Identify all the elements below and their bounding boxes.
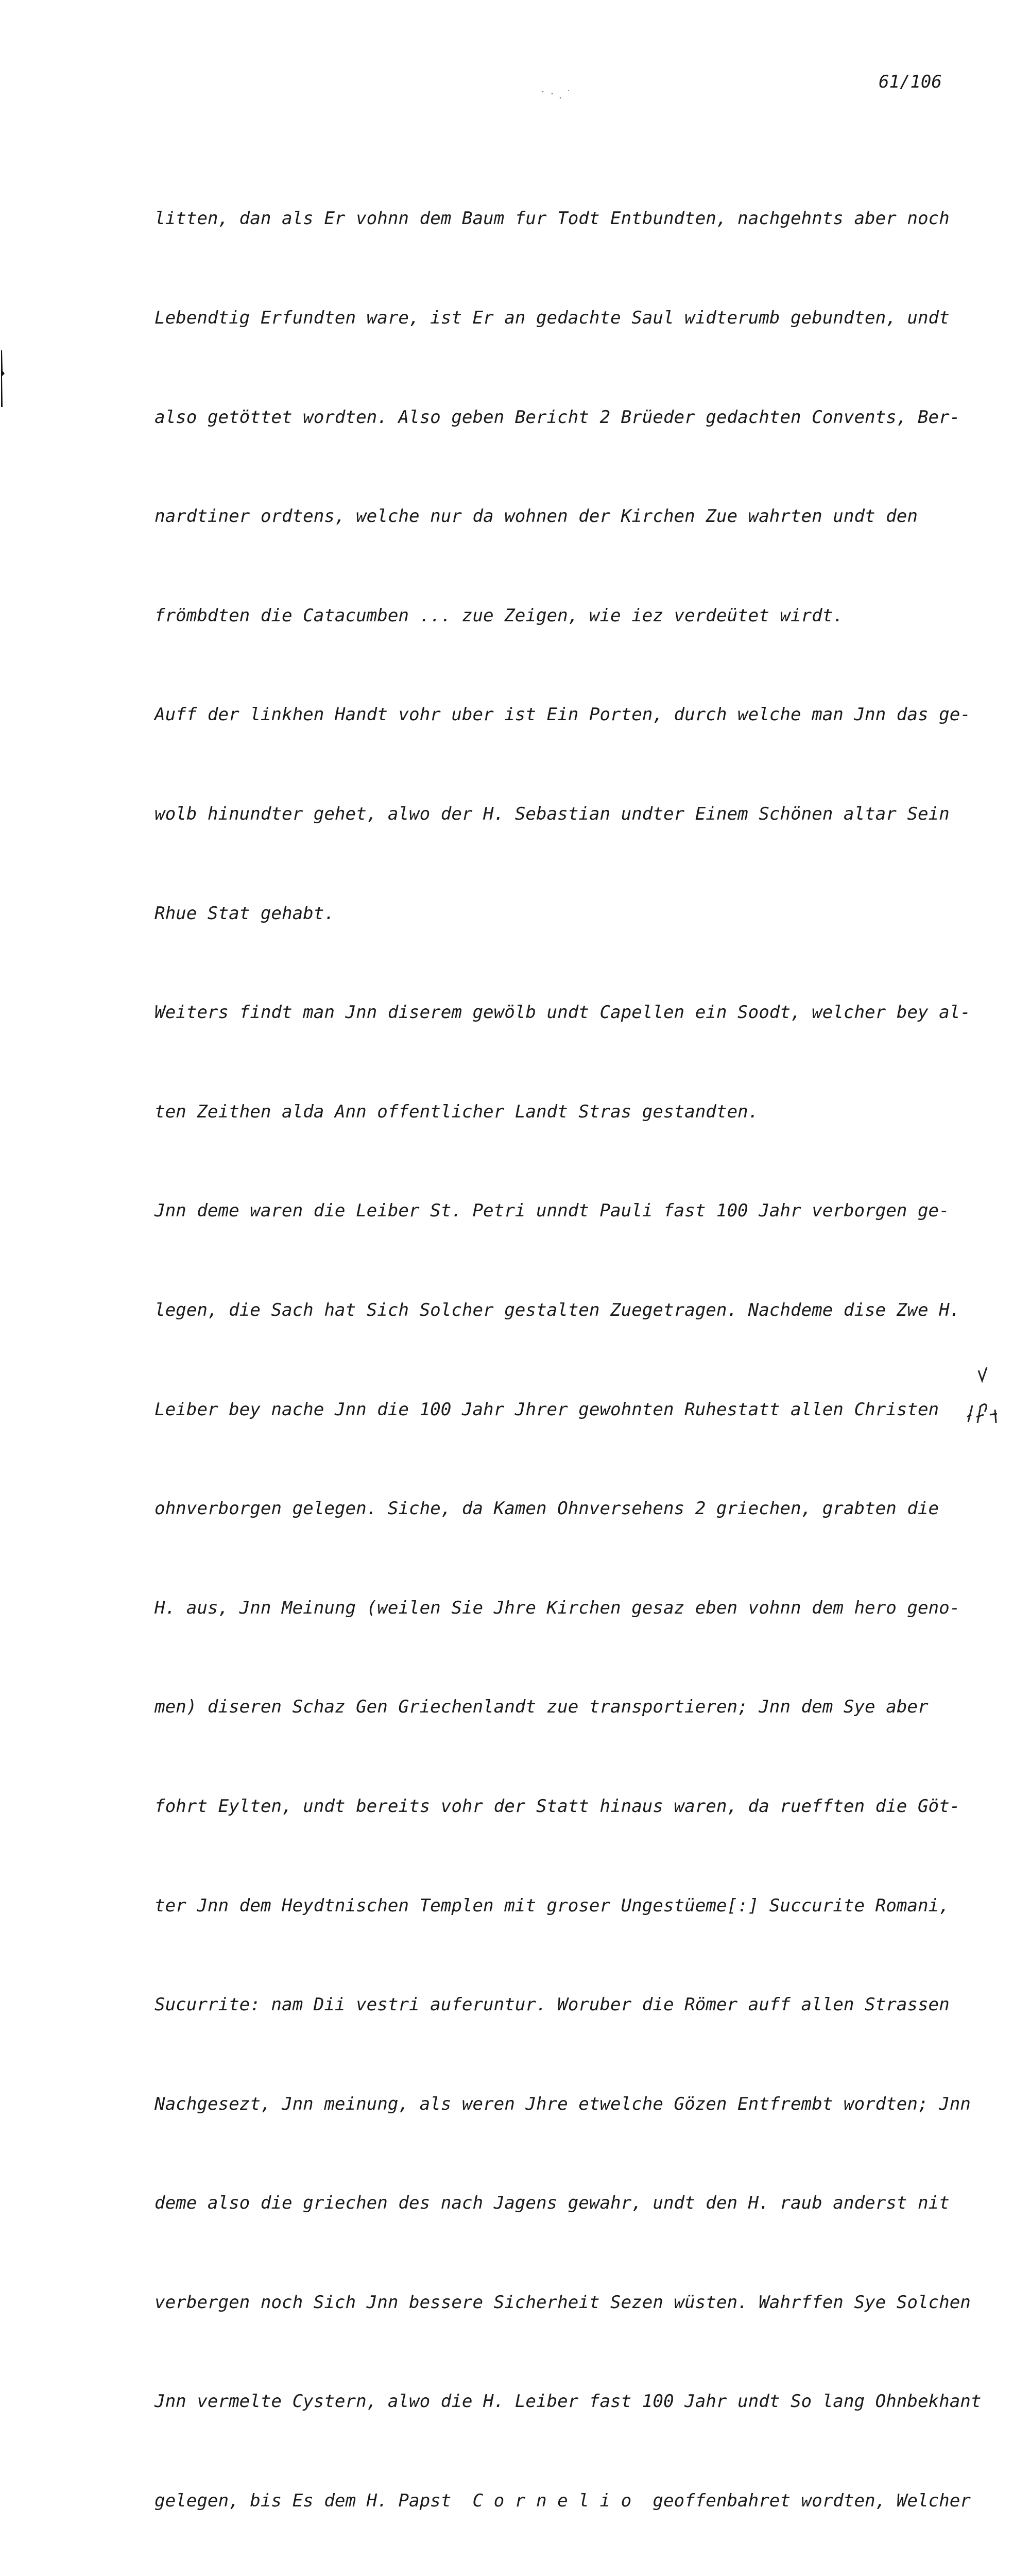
text-line: verbergen noch Sich Jnn bessere Sicherheit Sezen wüsten. Wahrffen Sye Solchen [154,2292,971,2313]
text-line: men) diseren Schaz Gen Griechenlandt zue transportieren; Jnn dem Sye aber [154,1697,929,1718]
text-line: Jnn vermelte Cystern, alwo die H. Leiber fast 100 Jahr undt So lang Ohnbekhant [154,2391,982,2412]
text-line: ten Zeithen alda Ann offentlicher Landt Stras gestandten. [154,1101,759,1122]
text-line: Nachgesezt, Jnn meinung, als weren Jhre etwelche Gözen Entfrembt wordten; Jnn [154,2093,971,2114]
text-line: Lebendtig Erfundten ware, ist Er an gedachte Saul widterumb gebundten, undt [154,308,950,328]
text-line: fohrt Eylten, undt bereits vohr der Statt hinaus waren, da ruefften die Göt- [154,1795,960,1817]
text-line: ohnverborgen gelegen. Siche, da Kamen Ohnversehens 2 griechen, grabten die [154,1498,939,1519]
text-line: Rhue Stat gehabt. [154,903,335,924]
transcription-body [154,136,982,2576]
text-line: frömbdten die Catacumben ... zue Zeigen, wie iez verdeütet wirdt. [154,605,844,626]
left-margin-scan-mark [0,350,6,407]
text-line: also getöttet wordten. Also geben Bericht 2 Brüeder gedachten Convents, Ber- [154,406,960,428]
scan-speckle-marks [541,87,572,102]
text-line: litten, dan als Er vohnn dem Baum fur Todt Entbundten, nachgehnts aber noch [154,208,950,229]
text-line: legen, die Sach hat Sich Solcher gestalten Zuegetragen. Nachdeme dise Zwe H. [154,1299,960,1320]
text-line: Jnn deme waren die Leiber St. Petri unndt Pauli fast 100 Jahr verborgen ge- [154,1200,950,1222]
text-line: Auff der linkhen Handt vohr uber ist Ein Porten, durch welche man Jnn das ge- [154,704,971,725]
text-line: gelegen, bis Es dem H. Papst C o r n e l i o geoffenbahret wordten, Welcher [154,2490,971,2512]
text-line: nardtiner ordtens, welche nur da wohnen der Kirchen Zue wahrten undt den [154,506,918,527]
text-line: Leiber bey nache Jnn die 100 Jahr Jhrer gewohnten Ruhestatt allen Christen [154,1399,939,1420]
text-line: H. aus, Jnn Meinung (weilen Sie Jhre Kirchen gesaz eben vohnn dem hero geno- [154,1597,960,1618]
page-number: 61/106 [879,72,942,92]
text-line: wolb hinundter gehet, alwo der H. Sebastian undter Einem Schönen altar Sein [154,803,950,824]
text-line: deme also die griechen des nach Jagens gewahr, undt den H. raub anderst nit [154,2193,950,2214]
text-line: ter Jnn dem Heydtnischen Templen mit groser Ungestüeme[:] Succurite Romani, [154,1895,950,1916]
handwritten-folio-annotation [958,1365,1015,1432]
text-line: Sucurrite: nam Dii vestri auferuntur. Woruber die Römer auff allen Strassen [154,1994,950,2015]
text-line: Weiters findt man Jnn diserem gewölb undt Capellen ein Soodt, welcher bey al- [154,1002,971,1023]
